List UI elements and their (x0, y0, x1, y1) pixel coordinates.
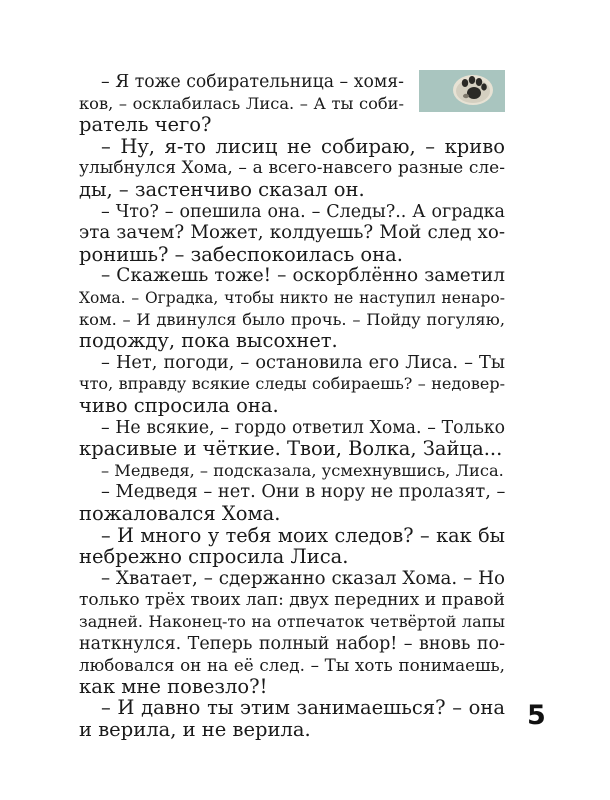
text-line: – И много у тебя моих следов? – как бы (101, 523, 505, 547)
text-line: Хома. – Оградка, чтобы никто не наступил ненаро- (79, 289, 505, 307)
text-line: небрежно спросила Лиса. (79, 545, 349, 569)
text-line: только трёх твоих лап: двух передних и правой (79, 590, 505, 611)
text-line: красивые и чёткие. Твои, Волка, Зайца... (79, 437, 503, 461)
text-line: – Медведя, – подсказала, усмехнувшись, Лиса. (101, 460, 504, 480)
text-line: – Нет, погоди, – остановила его Лиса. – Ты (101, 352, 505, 373)
paw-print-icon (419, 70, 505, 112)
text-line: пожаловался Хома. (79, 502, 281, 525)
text-line: задней. Наконец-то на отпечаток четвёртой лапы (79, 612, 505, 631)
text-line: как мне повезло?! (79, 674, 268, 698)
text-line: что, вправду всякие следы собираешь? – недовер- (79, 374, 505, 394)
text-line: любовался он на её след. – Ты хоть понимаешь, (79, 655, 505, 676)
text-line: – И давно ты этим занимаешься? – она (101, 696, 505, 720)
text-line: – Что? – опешила она. – Следы?.. А оградка (101, 201, 505, 222)
text-line: – Медведя – нет. Они в нору не пролазят, – (101, 482, 506, 503)
text-line: наткнулся. Теперь полный набор! – вновь по- (79, 633, 505, 654)
text-line: улыбнулся Хома, – а всего-навсего разные сле- (79, 158, 505, 179)
page-number: 5 (527, 700, 546, 731)
text-line: – Я тоже собирательница – хомя- (101, 72, 404, 92)
text-line: – Ну, я-то лисиц не собираю, – криво (101, 134, 505, 158)
text-line: ды, – застенчиво сказал он. (79, 178, 365, 201)
paw-print-illustration (419, 70, 505, 112)
text-line: и верила, и не верила. (79, 718, 311, 741)
text-line: ков, – осклабилась Лиса. – А ты соби- (79, 93, 404, 113)
text-line: – Хватает, – сдержанно сказал Хома. – Но (101, 567, 505, 589)
text-line: ратель чего? (79, 113, 212, 137)
text-line: подожду, пока высохнет. (79, 329, 338, 353)
text-line: – Скажешь тоже! – оскорблённо заметил (101, 265, 505, 287)
text-line: ронишь? – забеспокоилась она. (79, 242, 403, 266)
text-line: – Не всякие, – гордо ответил Хома. – Только (101, 417, 505, 438)
text-line: эта зачем? Может, колдуешь? Мой след хо- (79, 222, 505, 244)
text-line: чиво спросила она. (79, 394, 279, 417)
text-line: ком. – И двинулся было прочь. – Пойду погуляю, (79, 309, 505, 329)
